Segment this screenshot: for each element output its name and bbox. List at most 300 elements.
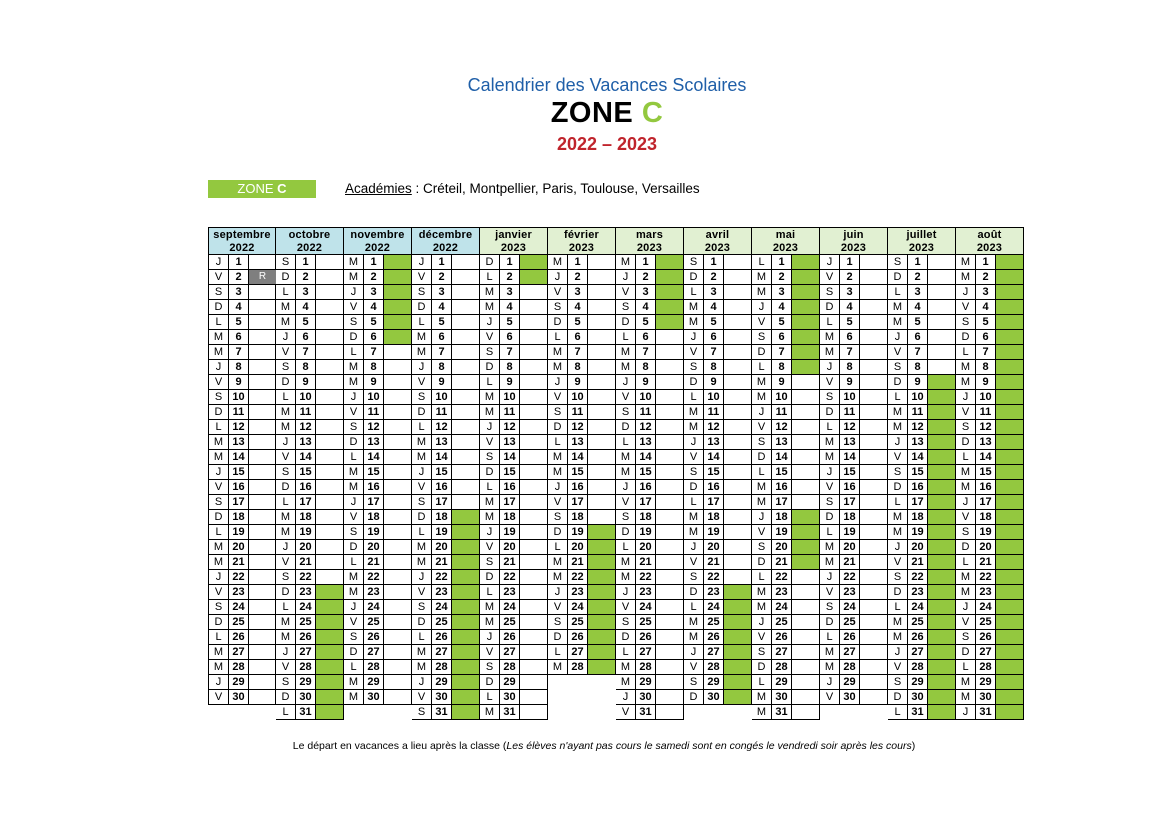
day-row (752, 375, 820, 390)
weekday-letter: S (480, 555, 500, 569)
holiday-cell (249, 555, 276, 569)
day-number: 19 (364, 525, 384, 539)
weekday-letter: S (276, 360, 296, 374)
day-number: 23 (296, 585, 316, 599)
day-number: 27 (500, 645, 520, 659)
holiday-cell (249, 435, 276, 449)
weekday-letter: J (752, 405, 772, 419)
month-header (888, 227, 956, 255)
day-row (208, 360, 276, 375)
day-row (616, 495, 684, 510)
weekday-letter: S (344, 525, 364, 539)
weekday-letter: J (412, 570, 432, 584)
holiday-cell (316, 495, 343, 509)
day-number: 26 (908, 630, 928, 644)
weekday-letter: L (209, 315, 229, 329)
weekday-letter: J (956, 495, 976, 509)
weekday-letter: M (616, 360, 636, 374)
month-column (888, 227, 956, 718)
holiday-cell (316, 660, 343, 674)
weekday-letter: V (548, 390, 568, 404)
footnote (0, 740, 1169, 752)
holiday-cell (249, 405, 276, 419)
holiday-cell (588, 600, 615, 614)
day-number: 19 (636, 525, 656, 539)
holiday-cell (452, 435, 479, 449)
holiday-cell (724, 285, 751, 299)
school-year: 2022 – 2023 (556, 134, 658, 154)
day-row (276, 345, 344, 360)
weekday-letter: M (548, 465, 568, 479)
holiday-cell (792, 600, 819, 614)
day-row (616, 450, 684, 465)
holiday-cell (249, 345, 276, 359)
day-number: 18 (296, 510, 316, 524)
weekday-letter: M (956, 465, 976, 479)
day-row (820, 630, 888, 645)
day-number: 3 (772, 285, 792, 299)
day-row (820, 570, 888, 585)
holiday-cell (452, 330, 479, 344)
day-row (752, 330, 820, 345)
day-row (548, 375, 616, 390)
day-number: 19 (229, 525, 249, 539)
weekday-letter: D (276, 270, 296, 284)
weekday-letter: M (956, 375, 976, 389)
day-row (888, 465, 956, 480)
day-number: 4 (568, 300, 588, 314)
holiday-cell (316, 480, 343, 494)
day-row (888, 540, 956, 555)
day-number: 6 (976, 330, 996, 344)
academies-list: : Créteil, Montpellier, Paris, Toulouse, Versailles (411, 181, 700, 196)
holiday-cell (316, 690, 343, 704)
holiday-cell (316, 315, 343, 329)
day-row (616, 270, 684, 285)
day-number: 13 (296, 435, 316, 449)
holiday-cell (656, 330, 683, 344)
day-number: 30 (840, 690, 860, 704)
day-row (956, 495, 1024, 510)
day-number: 7 (976, 345, 996, 359)
holiday-cell (452, 570, 479, 584)
day-row (208, 630, 276, 645)
day-number: 17 (908, 495, 928, 509)
day-row (888, 270, 956, 285)
weekday-letter: L (548, 645, 568, 659)
weekday-letter: J (412, 255, 432, 269)
weekday-letter: D (548, 630, 568, 644)
weekday-letter: M (752, 705, 772, 719)
holiday-cell (520, 600, 547, 614)
day-number: 23 (840, 585, 860, 599)
day-row (208, 675, 276, 690)
day-number: 15 (500, 465, 520, 479)
holiday-cell (249, 510, 276, 524)
holiday-cell (520, 510, 547, 524)
day-row (820, 690, 888, 705)
weekday-letter: V (820, 480, 840, 494)
day-row (344, 555, 412, 570)
holiday-cell (588, 645, 615, 659)
holiday-cell (860, 690, 887, 704)
day-row (616, 540, 684, 555)
holiday-cell (452, 645, 479, 659)
weekday-letter: D (820, 405, 840, 419)
day-row (820, 480, 888, 495)
day-row (208, 315, 276, 330)
day-row (752, 495, 820, 510)
weekday-letter: D (209, 405, 229, 419)
holiday-cell (656, 345, 683, 359)
holiday-cell (928, 390, 955, 404)
day-number: 21 (500, 555, 520, 569)
weekday-letter: D (956, 540, 976, 554)
weekday-letter: L (820, 630, 840, 644)
day-number: 14 (840, 450, 860, 464)
day-number: 30 (772, 690, 792, 704)
day-row (820, 375, 888, 390)
holiday-cell (316, 270, 343, 284)
day-row (752, 525, 820, 540)
day-row (548, 615, 616, 630)
day-row (276, 255, 344, 270)
weekday-letter: M (888, 300, 908, 314)
weekday-letter: D (412, 510, 432, 524)
day-row (684, 375, 752, 390)
weekday-letter: J (752, 615, 772, 629)
day-row (548, 450, 616, 465)
weekday-letter: D (752, 555, 772, 569)
day-row (888, 705, 956, 720)
day-number: 26 (296, 630, 316, 644)
day-row (684, 300, 752, 315)
weekday-letter: V (209, 585, 229, 599)
weekday-letter: S (480, 345, 500, 359)
day-row (616, 555, 684, 570)
day-number: 18 (908, 510, 928, 524)
weekday-letter: S (480, 660, 500, 674)
day-row (480, 285, 548, 300)
holiday-cell (792, 450, 819, 464)
month-name: septembre (213, 229, 271, 241)
weekday-letter: L (752, 255, 772, 269)
weekday-letter: M (548, 555, 568, 569)
holiday-cell (928, 360, 955, 374)
holiday-cell (384, 690, 411, 704)
day-number: 14 (772, 450, 792, 464)
holiday-cell (520, 690, 547, 704)
weekday-letter: D (209, 615, 229, 629)
day-number: 23 (976, 585, 996, 599)
day-row (616, 645, 684, 660)
day-row (208, 660, 276, 675)
day-number: 22 (840, 570, 860, 584)
holiday-cell (860, 450, 887, 464)
day-number: 1 (432, 255, 452, 269)
day-number: 11 (704, 405, 724, 419)
day-row (820, 645, 888, 660)
day-number: 9 (432, 375, 452, 389)
holiday-cell (928, 630, 955, 644)
weekday-letter: J (412, 465, 432, 479)
weekday-letter: D (956, 435, 976, 449)
day-number: 8 (500, 360, 520, 374)
day-number: 31 (908, 705, 928, 719)
day-number: 8 (296, 360, 316, 374)
day-row (208, 525, 276, 540)
weekday-letter: S (888, 465, 908, 479)
day-row (548, 540, 616, 555)
day-number: 29 (296, 675, 316, 689)
weekday-letter: M (344, 585, 364, 599)
day-number: 30 (364, 690, 384, 704)
day-number: 21 (229, 555, 249, 569)
day-row (684, 690, 752, 705)
weekday-letter: M (888, 315, 908, 329)
weekday-letter: S (276, 675, 296, 689)
weekday-letter: S (820, 390, 840, 404)
day-row (820, 330, 888, 345)
holiday-cell (928, 420, 955, 434)
day-number: 15 (432, 465, 452, 479)
weekday-letter: D (616, 525, 636, 539)
day-number: 14 (364, 450, 384, 464)
weekday-letter: D (888, 585, 908, 599)
footnote-end: ) (911, 740, 916, 752)
holiday-cell (996, 345, 1023, 359)
day-row (344, 660, 412, 675)
weekday-letter: L (616, 330, 636, 344)
holiday-cell (860, 555, 887, 569)
holiday-cell (928, 480, 955, 494)
day-number: 28 (976, 660, 996, 674)
holiday-cell (996, 405, 1023, 419)
weekday-letter: D (616, 420, 636, 434)
day-number: 19 (976, 525, 996, 539)
day-number: 13 (432, 435, 452, 449)
weekday-letter: V (616, 600, 636, 614)
day-row (208, 510, 276, 525)
day-row (956, 645, 1024, 660)
day-row (888, 390, 956, 405)
day-row (956, 405, 1024, 420)
day-number: 1 (976, 255, 996, 269)
holiday-cell (520, 660, 547, 674)
day-row (820, 405, 888, 420)
day-row (752, 615, 820, 630)
day-number: 26 (364, 630, 384, 644)
month-year: 2023 (772, 242, 799, 254)
day-row (548, 585, 616, 600)
weekday-letter: J (616, 690, 636, 704)
day-row (956, 285, 1024, 300)
weekday-letter: L (956, 555, 976, 569)
day-number: 28 (229, 660, 249, 674)
day-number: 25 (229, 615, 249, 629)
holiday-cell (249, 330, 276, 344)
month-column (480, 227, 548, 718)
holiday-cell (996, 270, 1023, 284)
weekday-letter: M (412, 450, 432, 464)
holiday-cell (792, 405, 819, 419)
weekday-letter: M (752, 480, 772, 494)
day-number: 10 (704, 390, 724, 404)
day-number: 27 (364, 645, 384, 659)
day-row (412, 510, 480, 525)
day-number: 18 (976, 510, 996, 524)
weekday-letter: S (209, 495, 229, 509)
day-number: 10 (568, 390, 588, 404)
day-row (888, 615, 956, 630)
weekday-letter: D (548, 420, 568, 434)
day-row (276, 420, 344, 435)
weekday-letter: M (344, 465, 364, 479)
day-number: 7 (229, 345, 249, 359)
weekday-letter: L (209, 525, 229, 539)
day-number: 19 (908, 525, 928, 539)
day-row (888, 600, 956, 615)
day-row (616, 345, 684, 360)
holiday-cell (249, 480, 276, 494)
day-row (820, 555, 888, 570)
day-number: 22 (772, 570, 792, 584)
weekday-letter: S (684, 255, 704, 269)
day-number: 30 (908, 690, 928, 704)
day-row (684, 510, 752, 525)
weekday-letter: M (412, 330, 432, 344)
month-column (684, 227, 752, 715)
holiday-cell (724, 600, 751, 614)
holiday-cell (860, 255, 887, 269)
weekday-letter: S (209, 390, 229, 404)
holiday-cell (588, 435, 615, 449)
day-row (344, 645, 412, 660)
weekday-letter: M (956, 270, 976, 284)
day-row (276, 390, 344, 405)
day-number: 12 (364, 420, 384, 434)
day-number: 30 (976, 690, 996, 704)
holiday-cell (724, 660, 751, 674)
day-row (956, 270, 1024, 285)
day-row (548, 435, 616, 450)
day-row (956, 690, 1024, 705)
day-row (684, 390, 752, 405)
day-row (208, 285, 276, 300)
holiday-cell (724, 270, 751, 284)
day-row (480, 390, 548, 405)
holiday-cell (996, 255, 1023, 269)
month-year: 2023 (636, 242, 663, 254)
month-header (412, 227, 480, 255)
holiday-cell (724, 330, 751, 344)
weekday-letter: S (752, 645, 772, 659)
weekday-letter: M (548, 360, 568, 374)
weekday-letter: M (752, 390, 772, 404)
weekday-letter: M (956, 255, 976, 269)
weekday-letter: M (209, 435, 229, 449)
day-row (208, 270, 276, 285)
day-number: 21 (364, 555, 384, 569)
holiday-cell (452, 630, 479, 644)
holiday-cell (996, 480, 1023, 494)
month-header (820, 227, 888, 255)
holiday-cell (792, 270, 819, 284)
holiday-cell (860, 465, 887, 479)
day-row (548, 660, 616, 675)
day-number: 2 (364, 270, 384, 284)
holiday-cell (520, 375, 547, 389)
day-row (344, 690, 412, 705)
weekday-letter: L (344, 450, 364, 464)
day-number: 30 (704, 690, 724, 704)
day-number: 11 (296, 405, 316, 419)
holiday-cell (452, 450, 479, 464)
day-number: 9 (229, 375, 249, 389)
weekday-letter: L (684, 285, 704, 299)
weekday-letter: L (752, 570, 772, 584)
day-number: 24 (568, 600, 588, 614)
weekday-letter: S (548, 510, 568, 524)
day-row (616, 285, 684, 300)
day-number: 31 (636, 705, 656, 719)
weekday-letter: M (276, 405, 296, 419)
holiday-cell (656, 540, 683, 554)
weekday-letter: L (276, 705, 296, 719)
weekday-letter: D (276, 690, 296, 704)
holiday-cell (384, 420, 411, 434)
weekday-letter: J (480, 420, 500, 434)
day-number: 27 (636, 645, 656, 659)
holiday-cell (588, 555, 615, 569)
holiday-cell (384, 375, 411, 389)
holiday-cell (996, 570, 1023, 584)
day-row (888, 645, 956, 660)
day-row (820, 495, 888, 510)
holiday-cell (860, 570, 887, 584)
day-number: 12 (976, 420, 996, 434)
weekday-letter: J (276, 330, 296, 344)
holiday-cell (656, 615, 683, 629)
holiday-cell (520, 615, 547, 629)
holiday-cell (656, 585, 683, 599)
holiday-cell (316, 465, 343, 479)
day-number: 2 (908, 270, 928, 284)
weekday-letter: M (956, 480, 976, 494)
weekday-letter: M (820, 345, 840, 359)
weekday-letter: D (480, 360, 500, 374)
day-number: 9 (840, 375, 860, 389)
weekday-letter: V (616, 495, 636, 509)
weekday-letter: D (480, 570, 500, 584)
day-number: 17 (568, 495, 588, 509)
day-number: 10 (976, 390, 996, 404)
month-column (412, 227, 480, 718)
holiday-cell (724, 480, 751, 494)
day-row (480, 690, 548, 705)
zone-legend-letter: C (277, 181, 287, 196)
day-row (548, 300, 616, 315)
weekday-letter: V (820, 690, 840, 704)
day-number: 6 (704, 330, 724, 344)
weekday-letter: J (480, 630, 500, 644)
day-number: 17 (772, 495, 792, 509)
day-row (276, 270, 344, 285)
day-number: 14 (500, 450, 520, 464)
month-name: avril (705, 229, 730, 241)
weekday-letter: D (344, 435, 364, 449)
weekday-letter: M (344, 675, 364, 689)
